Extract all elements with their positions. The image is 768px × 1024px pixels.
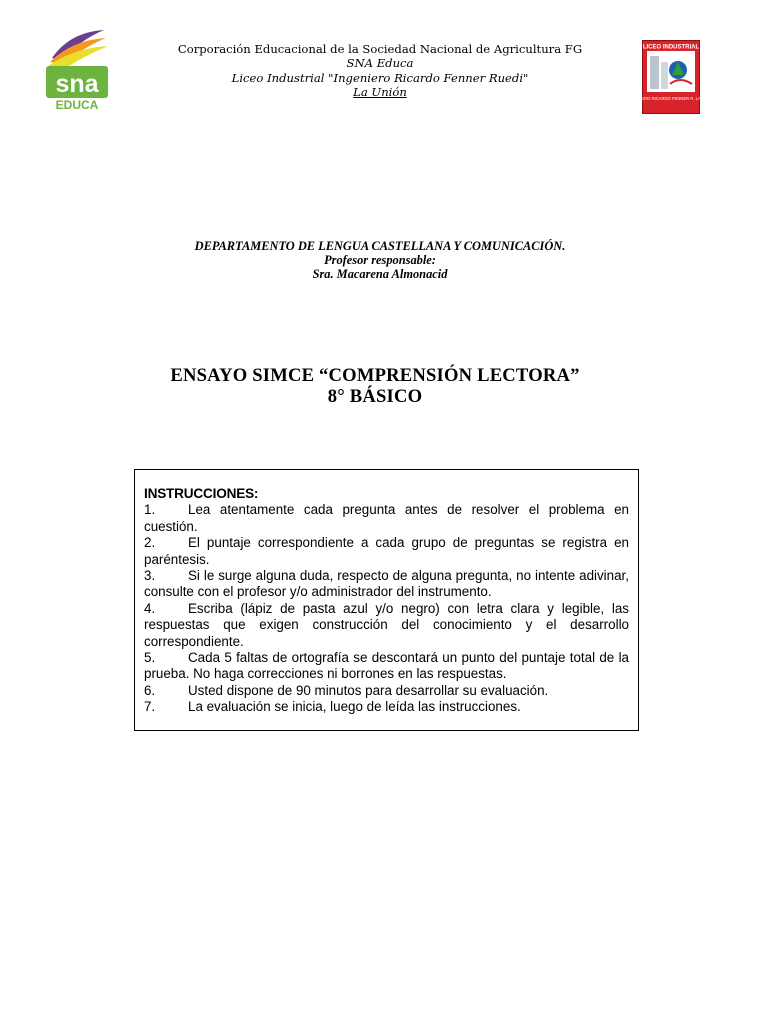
instruction-number: 5.: [144, 650, 156, 666]
instruction-number: 4.: [144, 600, 156, 616]
instruction-text: El puntaje correspondiente a cada grupo de preguntas se registra en paréntesis.: [144, 535, 629, 567]
institution-header: [130, 42, 630, 100]
instruction-text: Usted dispone de 90 minutos para desarrollar su evaluación.: [188, 682, 549, 698]
title-line-1: ENSAYO SIMCE “COMPRENSIÓN LECTORA”: [170, 365, 580, 386]
sna-educa-logo-graphic: [40, 28, 112, 112]
instruction-number: 6.: [144, 682, 156, 698]
sna-educa-logo: [40, 28, 112, 112]
instruction-text: Cada 5 faltas de ortografía se descontará un punto del puntaje total de la prueba. No haga correcciones ni borrones en las respuestas.: [144, 650, 629, 682]
sna-logo-subtext: EDUCA: [55, 98, 99, 112]
instructions-box: [134, 469, 639, 731]
sna-logo-text: sna: [55, 70, 99, 98]
instructions-heading: INSTRUCCIONES:: [144, 486, 259, 501]
header-corporation: Corporación Educacional de la Sociedad Nacional de Agricultura FG: [177, 42, 583, 56]
liceo-crest-top-text: LICEO INDUSTRIAL: [642, 44, 700, 51]
instruction-number: 7.: [144, 699, 156, 715]
instruction-number: 3.: [144, 568, 156, 584]
title-line-2: 8° BÁSICO: [327, 386, 423, 407]
instruction-text: Si le surge alguna duda, respecto de alguna pregunta, no intente adivinar, consulte con el profesor y/o administrador del instrumento.: [144, 568, 629, 600]
liceo-crest-bottom-text: INGENIERO RICARDO FENNER R. LA UNIÓN: [626, 96, 716, 101]
instruction-item: [144, 535, 629, 568]
instruction-text: Escriba (lápiz de pasta azul y/o negro) con letra clara y legible, las respuestas que exigen construcción del conocimiento y el desarrollo correspondiente.: [144, 600, 629, 649]
liceo-industrial-crest: [626, 40, 716, 114]
instruction-item: [144, 568, 629, 601]
instruction-item: [144, 502, 629, 535]
header-liceo: Liceo Industrial "Ingeniero Ricardo Fenner Ruedi": [231, 70, 529, 85]
instruction-number: 1.: [144, 502, 156, 518]
instruction-text: La evaluación se inicia, luego de leída las instrucciones.: [188, 699, 521, 715]
instruction-item: [144, 683, 629, 699]
liceo-crest-graphic: [626, 40, 716, 114]
header-city: La Unión: [353, 85, 407, 100]
department-block: [100, 239, 660, 281]
teacher-label: Profesor responsable:: [324, 253, 436, 267]
instruction-item: [144, 601, 629, 650]
instruction-item: [144, 699, 629, 715]
header-sna-educa: SNA Educa: [346, 56, 414, 71]
instruction-text: Lea atentamente cada pregunta antes de resolver el problema en cuestión.: [144, 502, 629, 534]
department-name: DEPARTAMENTO DE LENGUA CASTELLANA Y COMUNICACIÓN.: [194, 239, 566, 253]
document-title: [80, 365, 670, 407]
instruction-item: [144, 650, 629, 683]
instruction-number: 2.: [144, 535, 156, 551]
teacher-name: Sra. Macarena Almonacid: [312, 267, 448, 281]
